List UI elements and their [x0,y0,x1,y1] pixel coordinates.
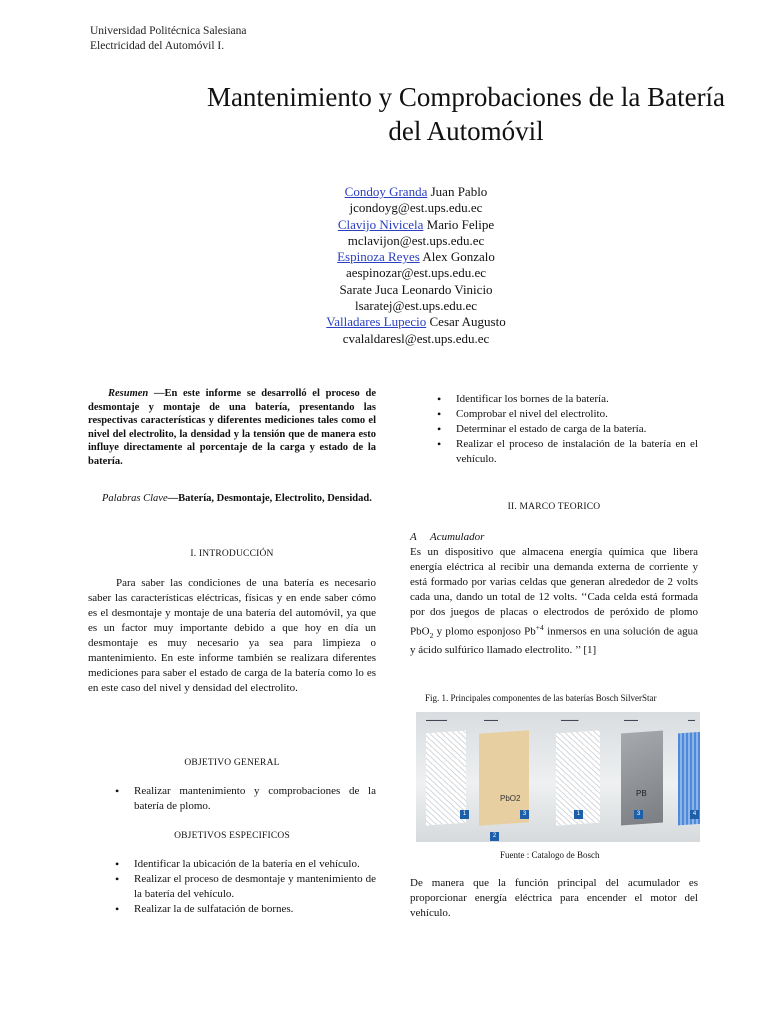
keywords-text: —Batería, Desmontaje, Electrolito, Densidad. [167,493,372,504]
heading-objetivo-general: OBJETIVO GENERAL [184,758,280,768]
author-line [200,282,632,298]
list-item: • Determinar el estado de carga de la batería. [410,422,698,437]
abstract-label: Resumen [108,388,149,399]
objetivo-general-list [88,784,376,814]
intro-paragraph [88,576,376,696]
author-name: Mario Felipe [423,216,495,232]
figure-badge: 4 [690,810,699,819]
figure-tiny-label: ▬▬▬▬▬▬ [426,718,447,722]
title-line-1: Mantenimiento y Comprobaciones de la Batería [206,82,726,112]
author-email: mclavijon@est.ups.edu.ec [347,232,485,248]
author-line [200,314,632,330]
author-link[interactable]: Espinoza Reyes [337,249,420,265]
intro-text: Para saber las condiciones de una batería es necesario saber las características eléctricas, físicas y en ende saber cómo es el desmontaje y montaje de una batería del automóvil, ya que es un factor muy importante debido a que hoy en día un desmontaje es muy necesario ya sea para limpieza o mantenimiento. En este informe también se realizara diferentes mediciones para saber el estado de carga de la batería como lo es en este caso del nivel y densidad del electrolito. [88,577,376,694]
list-item: • Identificar los bornes de la batería. [410,392,698,407]
author-line [200,249,632,265]
figure-tiny-label: ▬▬▬▬ [484,718,498,722]
continued-objectives-list [410,392,698,467]
university-name: Universidad Politécnica Salesiana [90,25,247,37]
pbo2-label: PbO2 [500,794,521,803]
list-item: • Realizar el proceso de desmontaje y mantenimiento de la batería del vehículo. [88,872,376,902]
objetivos-especificos-list [88,857,376,917]
author-link[interactable]: Clavijo Nivicela [337,216,424,232]
author-email: jcondoyg@est.ups.edu.ec [349,200,483,216]
author-email: cvalaldaresl@est.ups.edu.ec [342,330,490,346]
list-item: • Comprobar el nivel del electrolito. [410,407,698,422]
paragraph-text: y plomo esponjoso Pb [433,625,536,638]
author-name: Sarate Juca Leonardo Vinicio [339,281,493,297]
section-heading-introduccion: I. INTRODUCCIÓN [190,549,274,559]
author-email: lsaratej@est.ups.edu.ec [354,298,478,314]
list-item: • Realizar la de sulfatación de bornes. [88,902,376,917]
paragraph-text: inmersos en una solución de agua y ácido sulfúrico llamado electrolito. ’’ [1] [410,625,699,656]
list-item: • Realizar el proceso de instalación de la batería en el vehículo. [410,437,698,467]
paragraph-text: Es un dispositivo que almacena energía química que libera energía eléctrica al recibir una demanda externa de corriente y está formado por varias celdas que generan alrededor de 2 volts cada una, dando un total de 12 volts. ‘‘Cada celda está formada por dos juegos de placas o electrodos de peróxido de plomo PbO [410,546,698,638]
figure-tiny-label: ▬▬▬▬ [624,718,638,722]
section-heading-marco-teorico: II. MARCO TEORICO [507,502,601,512]
author-name: Alex Gonzalo [419,249,495,265]
closing-paragraph: De manera que la función principal del acumulador es proporcionar energía eléctrica para encender el motor del vehículo. [410,877,698,919]
figure-tiny-label: ▬▬ [688,718,695,722]
author-line [200,184,632,200]
figure-badge: 1 [574,810,583,819]
figure-badge: 1 [460,810,469,819]
figure-caption: Fig. 1. Principales componentes de las baterías Bosch SilverStar [425,693,657,703]
heading-objetivos-especificos: OBJETIVOS ESPECIFICOS [174,831,290,841]
keywords-label: Palabras Clave [102,493,168,504]
author-block [200,184,632,347]
battery-components-figure [416,712,700,842]
abstract [88,387,376,469]
author-email: aespinozar@est.ups.edu.ec [345,265,487,281]
author-link[interactable]: Valladares Lupecio [326,314,427,330]
course-name: Electricidad del Automóvil I. [90,40,225,52]
subsection-letter: A [410,531,417,543]
figure-badge: 3 [520,810,529,819]
author-name: Juan Pablo [427,184,488,199]
list-item: • Realizar mantenimiento y comprobaciones de la batería de plomo. [88,784,376,814]
author-name: Cesar Augusto [426,314,506,330]
acumulador-paragraph [410,545,698,658]
subsection-title: Acumulador [430,531,485,543]
figure-source: Fuente : Catalogo de Bosch [500,850,600,860]
paper-title [150,80,768,148]
title-line-2: del Automóvil [388,116,544,146]
subscript: 2 [429,630,434,640]
author-link[interactable]: Condoy Granda [344,184,428,199]
list-item: • Identificar la ubicación de la batería en el vehículo. [88,857,376,872]
abstract-text: —En este informe se desarrolló el proceso de desmontaje y montaje de una batería, presentando las respectivas características y diferentes mediciones tales como el nivel del electrolito, la densidad y la tensión que de manera esto influye directamente al porcentaje de la carga y estado de la batería. [88,388,376,467]
author-line [200,217,632,233]
figure-tiny-label: ▬▬▬▬▬ [561,718,579,722]
pb-label: PB [636,789,647,798]
keywords [88,492,376,506]
figure-badge: 3 [634,810,643,819]
figure-badge: 2 [490,832,499,841]
running-header [90,24,246,54]
subsection-heading [410,530,698,545]
superscript: +4 [535,623,544,632]
